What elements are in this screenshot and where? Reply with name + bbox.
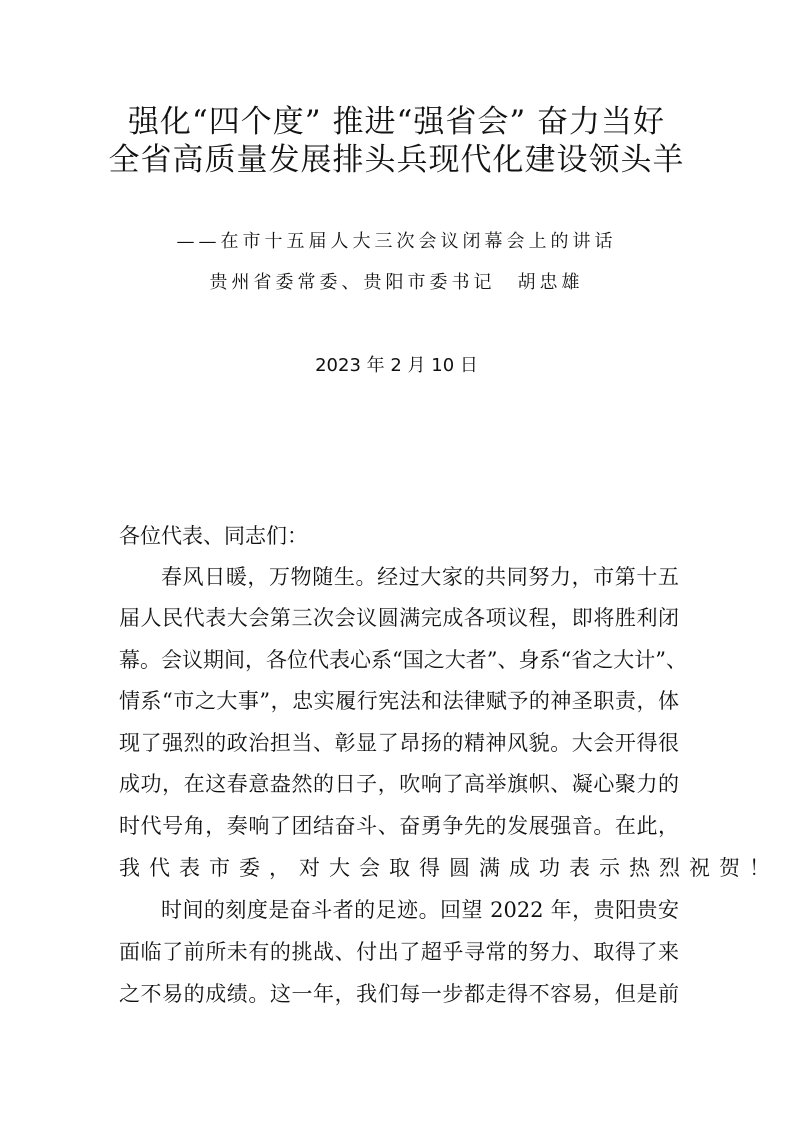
document-title-line-1: 强化“四个度” 推进“强省会” 奋力当好 <box>127 104 666 140</box>
paragraph-line: 我代表市委，对大会取得圆满成功表示热烈祝贺！ <box>119 856 779 880</box>
paragraph-line: 春风日暖，万物随生。经过大家的共同努力，市第十五 <box>161 565 679 589</box>
paragraph-line: 时间的刻度是奋斗者的足迹。回望 2022 年，贵阳贵安 <box>161 898 679 922</box>
salutation: 各位代表、同志们： <box>119 524 308 548</box>
subtitle: ——在市十五届人大三次会议闭幕会上的讲话 <box>176 231 617 252</box>
paragraph-line: 届人民代表大会第三次会议圆满完成各项议程，即将胜利闭 <box>119 606 679 630</box>
speech-date: 2023 年 2 月 10 日 <box>315 355 478 376</box>
paragraph-line: 时代号角，奏响了团结奋斗、奋勇争先的发展强音。在此， <box>119 814 679 838</box>
paragraph-line: 幕。会议期间，各位代表心系“国之大者”、身系“省之大计”、 <box>119 648 687 672</box>
paragraph-line: 情系“市之大事”，忠实履行宪法和法律赋予的神圣职责，体 <box>119 689 679 713</box>
paragraph-line: 面临了前所未有的挑战、付出了超乎寻常的努力、取得了来 <box>119 940 679 964</box>
paragraph-line: 现了强烈的政治担当、彰显了昂扬的精神风貌。大会开得很 <box>119 731 679 755</box>
speaker-line: 贵州省委常委、贵阳市委书记 胡忠雄 <box>209 272 584 293</box>
document-title-line-2: 全省高质量发展排头兵现代化建设领头羊 <box>108 142 685 178</box>
paragraph-line: 成功，在这春意盎然的日子，吹响了高举旗帜、凝心聚力的 <box>119 772 679 796</box>
paragraph-line: 之不易的成绩。这一年，我们每一步都走得不容易，但是前 <box>119 982 679 1006</box>
